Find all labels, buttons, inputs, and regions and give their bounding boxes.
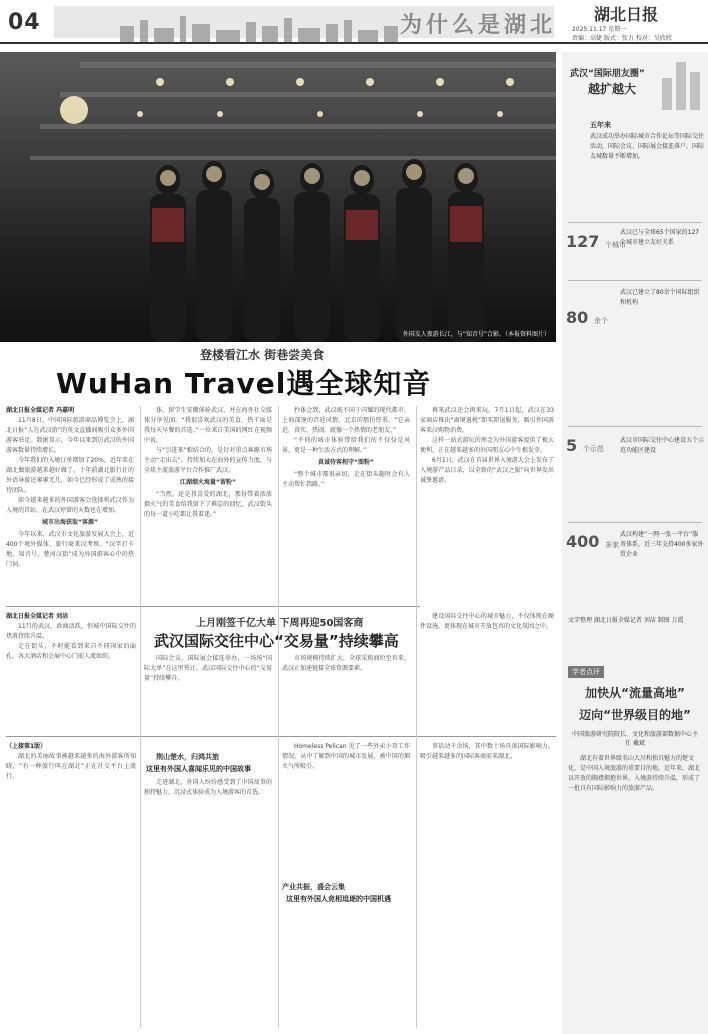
stat-2-number: 80 — [566, 308, 589, 327]
third-col-2 — [144, 778, 272, 1028]
main-col2-p2: 与“引进来”相结合的，是针对重点客源市场主动“走出去”。持续加大在海外的宣传力度，与全球主流旅游平台合作推广武汉。 — [144, 447, 272, 474]
block1-text: 武汉成功举办国际城市合作论坛等国际交往活动，国际会议、国际展会接连落户，国际友城数量不断增加。 — [590, 133, 705, 160]
main-subhead-2: 江湖烟火海量“留粉” — [180, 479, 236, 486]
column-rule-3 — [416, 406, 417, 1028]
page-header — [0, 0, 708, 44]
paper-editors: 责编：高婕 版式：张力 校对：吴欣欣 — [572, 35, 672, 42]
third-col-3 — [282, 742, 410, 878]
stat-3-unit: 个示范 — [582, 445, 604, 453]
stat-1-text: 武汉已与全球65个国家的127个城市建立友好关系 — [620, 229, 700, 246]
third-sub-headline: 这里有外国人竞相追逐的中国机遇 — [286, 895, 391, 903]
second-col1-p1: 11月的武汉，政商活跃，恒城中国际交往的热浪持续升温。 — [6, 623, 136, 640]
third-col4-p1: 事话动千余场，其中数十场具备国际影响力，吸引越来越多的国际客商前来湖北。 — [420, 743, 554, 760]
third-headline: 这里有外国人喜闻乐见的中国故事 — [146, 765, 251, 773]
stat-3 — [566, 436, 604, 455]
photo-illustration — [0, 52, 556, 342]
photo-caption: 外国友人夜游长江，与“知音号”合影。（本报资料图片） — [402, 331, 550, 338]
second-col2-p1: 国际会议、国际展会接连举办，一场场“国际大单”在这里签订，武汉国际交往中心的“交易量”持续攀升。 — [144, 655, 272, 682]
main-subhead-3: 真诚待客相守“图粉” — [318, 459, 374, 466]
skyline-illustration — [110, 14, 410, 42]
commentary-title-2: 迈向“世界级目的地” — [579, 708, 691, 722]
stat-4-number: 400 — [566, 532, 600, 551]
second-byline: 湖北日报全媒记者 刘洁 — [6, 613, 69, 620]
third-lead-label: （上接第1版） — [6, 743, 47, 750]
third-col-4 — [420, 742, 554, 1028]
main-headline: WuHan Travel遇全球知音 — [56, 367, 432, 400]
main-col1-p2: 今年我们的入境订单增加了20%，近年来在湖北做旅游越来越好做了。十年前湖北旅行社的外语导游还寥寥无几，如今已经形成了成熟的接待团队。 — [6, 457, 134, 494]
sidebar-heading-2: 越扩越大 — [588, 82, 637, 96]
main-col2-p1: 体、留学生安徽体验武汉，并在海外社交媒体分享见闻。“我很喜欢武汉的美食，热干面是我每天早餐的首选。”一位来自美国的网红在视频中说。 — [144, 407, 272, 444]
third-col3-p1: Homeless Pelican 见了一些外卖小哥工作情况，从中了解到中国的城市发展，被中国的烟火气所吸引。 — [282, 743, 410, 770]
right-sidebar — [562, 52, 708, 1034]
stat-4 — [566, 532, 619, 551]
page-number: 04 — [8, 10, 41, 35]
column-rule-2 — [278, 406, 279, 1028]
main-col4-p2: 这样一站式游玩的理念为外国游客提供了极大便利，正在越来越多的外国朋友心中生根发芽。 — [420, 437, 554, 454]
third-kicker: 荆山楚水，归鸿共旅 — [156, 753, 219, 761]
main-subhead-1: 城市出海获取“客源” — [42, 519, 98, 526]
main-col3-p2: “不同的城市体验带给我们的不仅仅是风景，更是一种生活方式的理解。” — [282, 437, 410, 454]
main-col2-p3: “当然，还是我喜爱的湖北，那份带着浓浓烟火气的美食给我留下了难忘的回忆，武汉街头的每一道小吃都让我着迷。” — [144, 491, 272, 518]
sidebar-divider-1 — [568, 222, 702, 223]
sidebar-heading: 武汉“国际朋友圈” — [570, 69, 645, 79]
main-col3-p3: “整个城市都很亲切，走在街头随时会有人主动帮忙指路。” — [282, 471, 410, 488]
second-col1-p2: 走在街头，不时能看到来自不同国家的面孔，各大酒店和会展中心门前人流如织。 — [6, 643, 136, 660]
stat-4-text: 武汉构建“一网一张一平台”服务体系，近三年支持400多家外贸企业 — [620, 531, 704, 558]
column-rule-1 — [140, 406, 141, 1028]
sidebar-divider-2 — [568, 280, 702, 281]
stat-1-unit: 个城市 — [604, 241, 626, 249]
third-sub-kicker: 产业共振，盛会云集 — [282, 883, 345, 891]
sidebar-divider-4 — [568, 522, 702, 523]
section-divider-2 — [6, 736, 556, 737]
commentary-title-1: 加快从“流量高地” — [585, 686, 685, 700]
second-col3-p1: 市场规模持续扩大，全球采购商纷至沓来，武汉正加速链接全球资源要素。 — [282, 655, 410, 672]
block1-title: 五年来 — [590, 121, 611, 129]
second-col4-p1: 建设国际交往中心的城市魅力，不仅体现在硬件设施，更体现在城市开放包容的文化氛围之中。 — [420, 613, 554, 630]
main-col4-p3: 6月1日，武汉在首届世界入境游大会上发布了入境游产品目录，以全新的“武汉之旅”向世界发出诚挚邀请。 — [420, 457, 554, 484]
main-byline: 湖北日报全媒记者 冯嘉明 — [6, 407, 75, 414]
third-col-1 — [6, 742, 136, 1028]
stat-1 — [566, 232, 626, 251]
main-kicker: 登楼看江水 街巷尝美食 — [200, 348, 325, 362]
main-photo — [0, 52, 556, 342]
main-col3-p1: 抄体会到，武汉既不同于闪耀的现代都市，上海深邃的宫廷风情，北京的那份厚重。“它亲近、真实、热闹，就像一个热情的老朋友。” — [282, 407, 410, 434]
second-col-3 — [282, 654, 410, 730]
second-kicker: 上月刚签千亿大单 下周再迎50国客商 — [196, 618, 364, 629]
second-headline: 武汉国际交往中心“交易量”持续攀高 — [154, 632, 399, 650]
main-col-4 — [420, 406, 554, 602]
main-col-2 — [144, 406, 272, 602]
paper-date: 2025.11.17 星期一 — [572, 26, 627, 33]
stat-4-unit: 多家 — [604, 541, 619, 549]
main-col1-p3: 如今越来越多的外国游客会选择将武汉作为入境的首站，在武汉停留的天数也在增加。 — [6, 497, 134, 514]
stat-3-text: 武汉市国际交往中心建设五个示范功能区建设 — [620, 437, 705, 454]
commentary-tag: 学者点评 — [568, 666, 604, 678]
third-col2-p1: 走进湖北，外国人纷纷感受到了中国故事的独特魅力，沉浸式体验成为入境游客的首选。 — [144, 779, 272, 796]
main-col1-p4: 今年以来，武汉市文化旅游发展大会上，近400个境外媒体、旅行商来汉考察。“汉字打卡地、知音号、楚河汉街”成为外国游客心中的热门词。 — [6, 531, 134, 568]
second-col-1 — [6, 612, 136, 730]
sidebar-divider-3 — [568, 426, 702, 427]
stat-2-text: 武汉已建立了80余个国际组织和机构 — [620, 289, 700, 306]
commentary-author: 中国旅游研究院院长、文化和旅游部数据中心主任 戴斌 — [572, 731, 699, 747]
third-col1-p1: 湖北的美丽故事被越来越多的海外游客所知晓，“有一种旅行叫在湖北”正在社交平台上流行。 — [6, 753, 136, 780]
stat-3-number: 5 — [566, 436, 578, 455]
building-illustration — [658, 58, 704, 110]
main-col-3 — [282, 406, 410, 602]
stat-2-unit: 余个 — [593, 317, 608, 325]
main-col4-p1: 再来武汉还会再来玩。7月1日起，武汉在33家商店推出“离境退税”即买即退服务，吸引外国游客来汉购物消费。 — [420, 407, 554, 434]
section-divider-1 — [6, 606, 420, 607]
main-col-1 — [6, 406, 134, 602]
column-title: 为什么是湖北 — [400, 13, 557, 38]
second-col-2 — [144, 654, 272, 730]
second-col-4 — [420, 612, 554, 730]
sidebar-credit: 文字整理 湖北日报全媒记者 刘洁 制图 万霞 — [568, 617, 684, 624]
stat-2 — [566, 308, 608, 327]
commentary-body: 湖北有着世界级名山大川和独具魅力的楚文化，是中国入境旅游的重要目的地。近年来，湖北以开放的胸襟拥抱世界，入境游持续升温，形成了一批具有国际影响力的旅游产品。 — [568, 755, 701, 792]
main-col1-p1: 11月8日，中国国际旅游商品博览会上，湖北日报“人在武汉游”的英文直播间吸引众多外国游客驻足。数据显示，今年以来到访武汉的外国游客数量持续增长。 — [6, 417, 134, 454]
stat-1-number: 127 — [566, 232, 600, 251]
paper-name: 湖北日报 — [594, 5, 659, 24]
